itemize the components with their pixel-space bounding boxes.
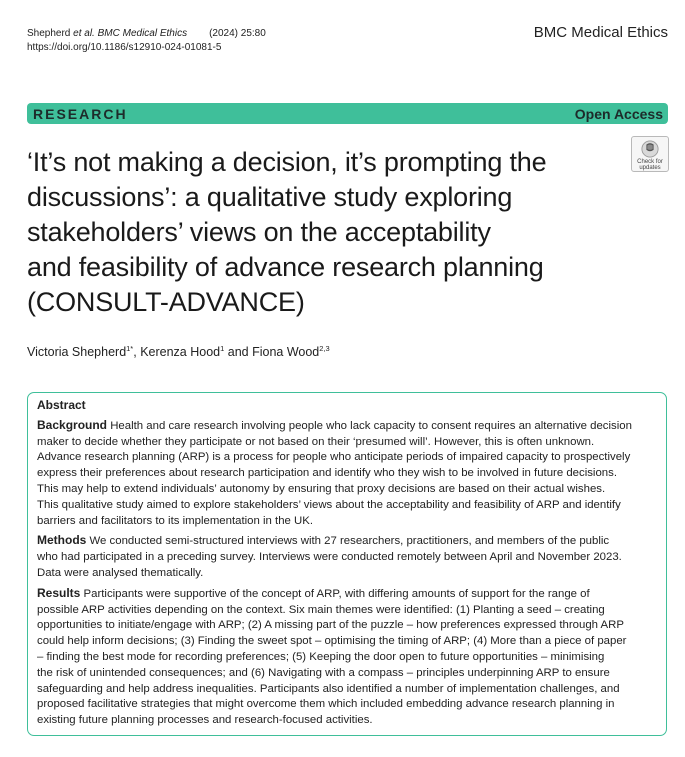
check-updates-icon (641, 140, 659, 158)
citation-etal: et al. (73, 28, 95, 39)
citation-line (27, 27, 266, 41)
abstract-line: possible ARP activities depending on the context. Six main themes were identified: (1) Planting a seed – creating (37, 603, 605, 616)
abstract-line: barriers and facilitators to its implementation in the UK. (37, 514, 314, 527)
article-title (27, 145, 627, 320)
check-updates-line2: updates (639, 165, 661, 171)
author-list (27, 344, 330, 359)
abstract-background (37, 418, 658, 530)
citation-journal: BMC Medical Ethics (97, 28, 188, 39)
background-label: Background (37, 417, 108, 432)
abstract-line: This may help to extend individuals’ autonomy by ensuring that proxy decisions are based on their actual wishes. (37, 482, 606, 495)
methods-label: Methods (37, 533, 87, 548)
title-line: ‘It’s not making a decision, it’s prompting the (27, 147, 547, 177)
open-access-label: Open Access (574, 105, 663, 122)
research-banner (27, 103, 668, 124)
author-affiliation: 2,3 (319, 344, 330, 353)
title-line: (CONSULT-ADVANCE) (27, 287, 305, 317)
results-label: Results (37, 585, 81, 600)
abstract-line-text: Health and care research involving people who lack capacity to consent requires an alternative decision (110, 419, 632, 432)
author-name[interactable]: Kerenza Hood (140, 345, 221, 360)
citation-year-volume: (2024) 25:80 (209, 28, 266, 39)
abstract-line: proposed facilitative strategies that might overcome them which included embedding advance research planning in (37, 698, 615, 711)
check-updates-line1: Check for (637, 159, 663, 165)
abstract-box (27, 392, 667, 736)
title-line: stakeholders’ views on the acceptability (27, 217, 491, 247)
check-for-updates-button[interactable] (631, 136, 669, 172)
abstract-heading: Abstract (37, 398, 86, 412)
abstract-line (37, 586, 658, 603)
journal-name: BMC Medical Ethics (533, 24, 668, 41)
author-separator: , (133, 345, 141, 360)
abstract-line: Advance research planning (ARP) is a process for people who anticipate periods of impaired capacity to prospectively (37, 451, 631, 464)
author-affiliation: 1 (220, 344, 225, 353)
abstract-line: safeguarding and help address inequalities. Participants also identified a number of implementation challenges, and (37, 682, 620, 695)
author-affiliation: 1* (126, 344, 134, 353)
abstract-line-text: Participants were supportive of the concept of ARP, with differing amounts of support for the range of (83, 587, 590, 600)
abstract-line (37, 418, 658, 435)
abstract-line (37, 533, 658, 550)
abstract-line: opportunities to initiate/engage with ARP; (2) A missing part of the puzzle – how preferences expressed through ARP (37, 619, 624, 632)
abstract-line: the risk of unintended consequences; and (6) Navigating with a compass – principles underpinning ARP to ensure (37, 666, 610, 679)
title-line: and feasibility of advance research planning (27, 252, 544, 282)
abstract-line-text: We conducted semi-structured interviews with 27 researchers, practitioners, and members of the public (89, 535, 610, 548)
doi-link[interactable]: https://doi.org/10.1186/s12910-024-01081-5 (27, 42, 222, 53)
check-updates-text (637, 159, 663, 171)
abstract-line: This qualitative study aimed to explore stakeholders’ views about the acceptability and feasibility of ARP and identify (37, 498, 621, 511)
abstract-line: could help inform decisions; (3) Finding the sweet spot – optimising the timing of ARP; (4) More than a piece of paper (37, 635, 627, 648)
title-line: discussions’: a qualitative study exploring (27, 182, 513, 212)
author-separator: and (224, 345, 253, 360)
author-name[interactable]: Victoria Shepherd (27, 345, 127, 360)
abstract-line: who had participated in a preceding survey. Interviews were conducted remotely between April and November 2023. (37, 551, 622, 564)
abstract-line: express their preferences about research participation and identify who they wish to be involved in future decisions. (37, 467, 617, 480)
abstract-methods (37, 533, 658, 581)
citation-authors: Shepherd (27, 28, 74, 39)
abstract-line: existing future planning processes and research-focused activities. (37, 714, 373, 727)
article-type-label: RESEARCH (33, 105, 128, 122)
abstract-line: maker to decide whether they participate or not based on their ‘presumed will’. However, this is often unknown. (37, 435, 595, 448)
author-name[interactable]: Fiona Wood (252, 345, 320, 360)
abstract-line: – finding the best mode for recording preferences; (5) Keeping the door open to future opportunities – minimising (37, 650, 605, 663)
abstract-line: Data were analysed thematically. (37, 566, 204, 579)
abstract-results (37, 586, 658, 729)
citation-header (27, 27, 266, 55)
